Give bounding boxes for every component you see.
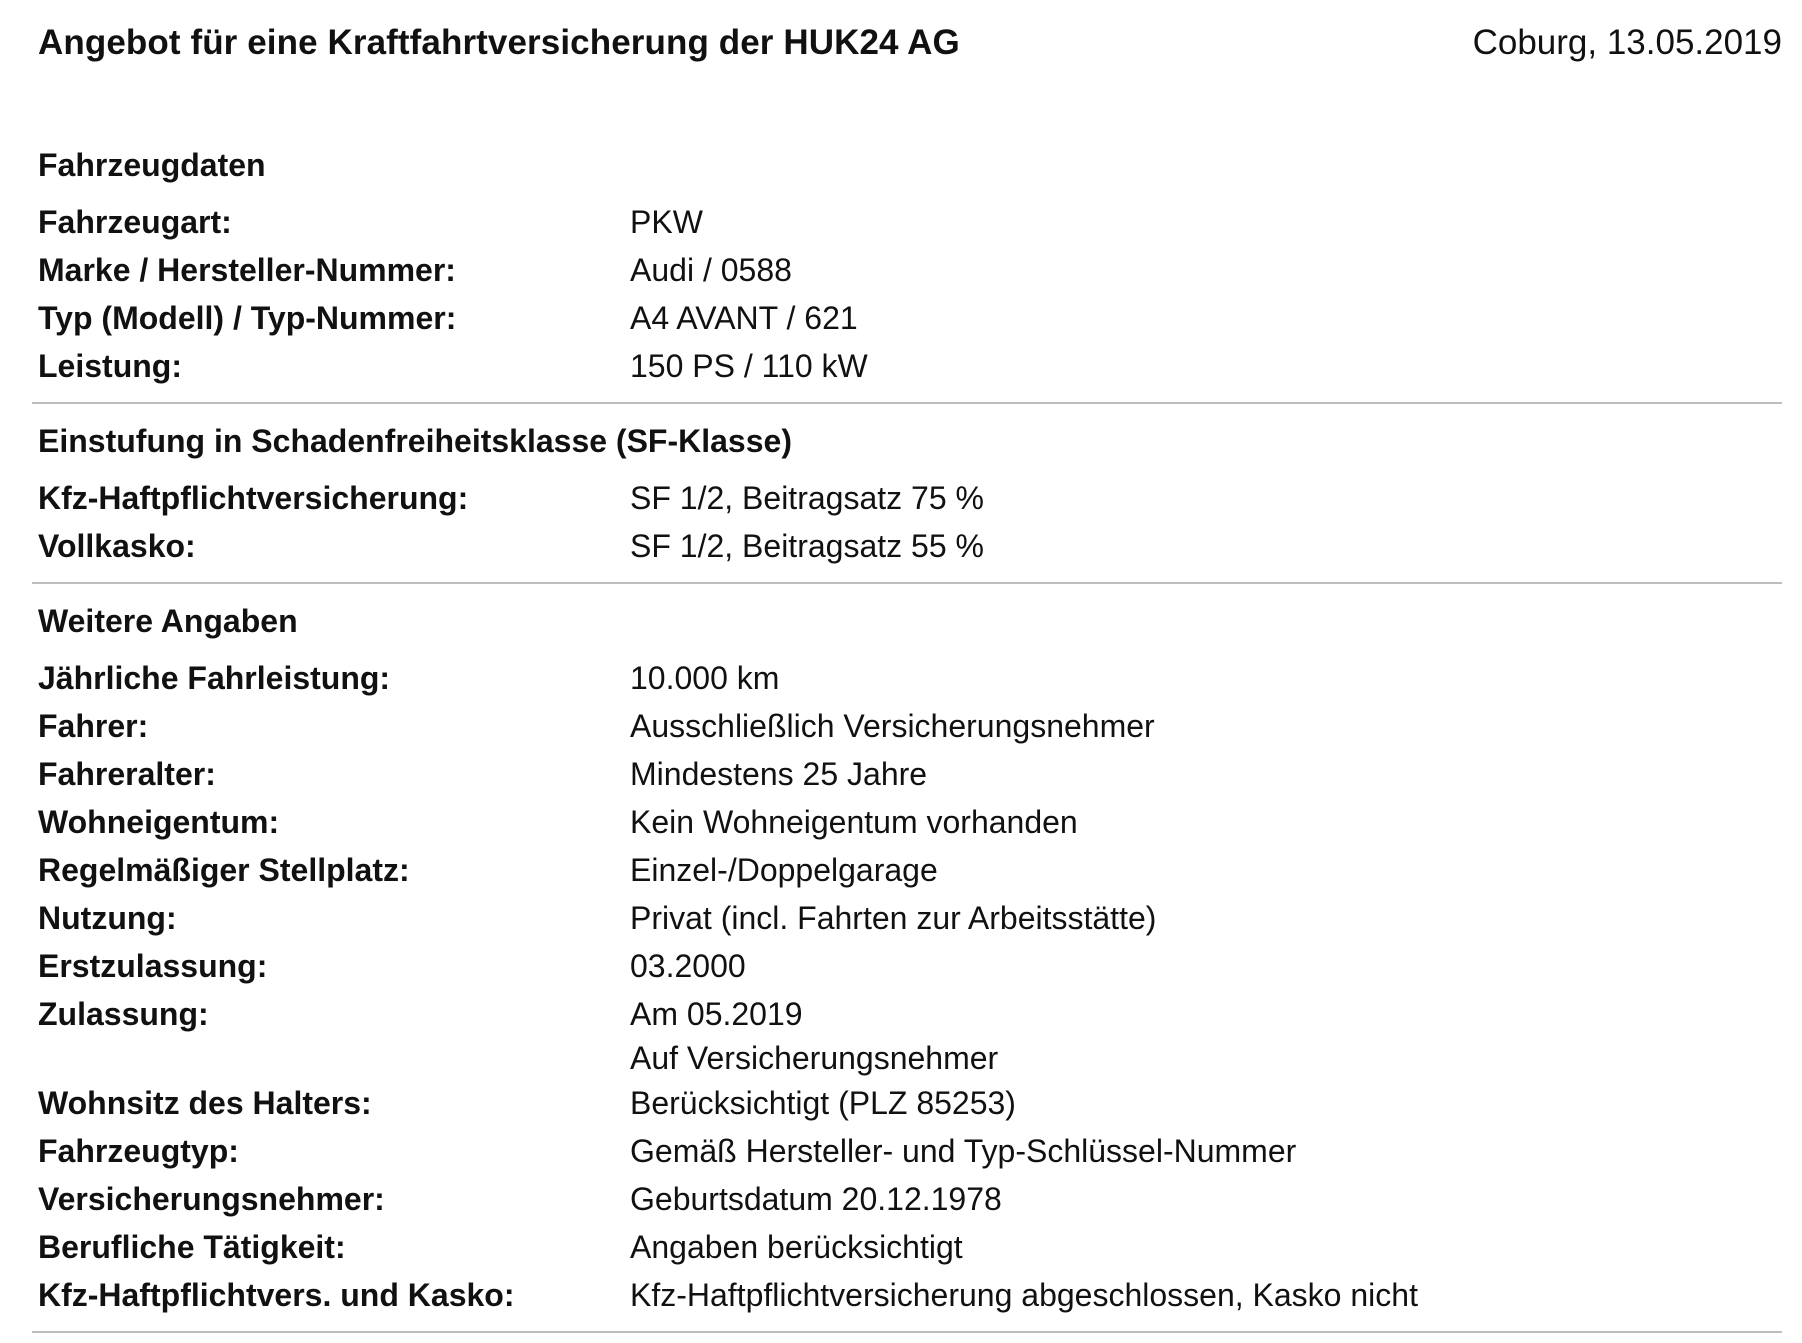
- row-value: [630, 990, 1782, 1079]
- data-row: [38, 702, 1782, 750]
- row-value: [630, 654, 1782, 702]
- row-value: [630, 474, 1782, 522]
- row-value-line: Mindestens 25 Jahre: [630, 756, 928, 792]
- data-row: [38, 750, 1782, 798]
- row-label: Fahrzeugtyp:: [38, 1133, 239, 1169]
- row-label: Typ (Modell) / Typ-Nummer:: [38, 300, 457, 336]
- row-value: [630, 294, 1782, 342]
- document-title: Angebot für eine Kraftfahrtversicherung der HUK24 AG: [38, 23, 960, 62]
- row-value-line: Audi / 0588: [630, 252, 792, 288]
- row-value-line: Ausschließlich Versicherungsnehmer: [630, 708, 1155, 744]
- data-row: [38, 1079, 1782, 1127]
- row-label: Jährliche Fahrleistung:: [38, 660, 391, 696]
- row-value: [630, 522, 1782, 570]
- row-value-line: Berücksichtigt (PLZ 85253): [630, 1085, 1016, 1121]
- row-label: Fahrzeugart:: [38, 204, 232, 240]
- row-label: Leistung:: [38, 348, 182, 384]
- row-value-line: Kfz-Haftpflichtversicherung abgeschlossen, Kasko nicht: [630, 1277, 1418, 1313]
- data-row: [38, 942, 1782, 990]
- row-value-line: Auf Versicherungsnehmer: [630, 1040, 999, 1076]
- row-label: Wohneigentum:: [38, 804, 280, 840]
- row-value: [630, 1271, 1782, 1319]
- row-value: [630, 1127, 1782, 1175]
- row-value-line: Einzel-/Doppelgarage: [630, 852, 938, 888]
- row-value: [630, 750, 1782, 798]
- section-title: Einstufung in Schadenfreiheitsklasse (SF-Klasse): [38, 423, 792, 459]
- row-value: [630, 1223, 1782, 1271]
- row-value: [630, 702, 1782, 750]
- row-label: Erstzulassung:: [38, 948, 268, 984]
- data-row: [38, 294, 1782, 342]
- row-label: Versicherungsnehmer:: [38, 1181, 385, 1217]
- row-value-line: Angaben berücksichtigt: [630, 1229, 963, 1265]
- data-row: [38, 1175, 1782, 1223]
- row-label: Regelmäßiger Stellplatz:: [38, 852, 410, 888]
- data-row: [38, 246, 1782, 294]
- row-label: Wohnsitz des Halters:: [38, 1085, 372, 1121]
- row-label: Zulassung:: [38, 996, 209, 1032]
- data-row: [38, 846, 1782, 894]
- row-value: [630, 798, 1782, 846]
- section: [32, 414, 1782, 584]
- row-value-line: A4 AVANT / 621: [630, 300, 858, 336]
- data-row: [38, 198, 1782, 246]
- row-value-line: Kein Wohneigentum vorhanden: [630, 804, 1078, 840]
- document-sections: [32, 138, 1782, 1343]
- row-value: [630, 342, 1782, 390]
- row-label: Fahrer:: [38, 708, 149, 744]
- row-value-line: 10.000 km: [630, 660, 780, 696]
- section: [32, 138, 1782, 404]
- row-value-line: SF 1/2, Beitragsatz 75 %: [630, 480, 984, 516]
- row-value: [630, 846, 1782, 894]
- section: [32, 594, 1782, 1333]
- data-row: [38, 894, 1782, 942]
- data-row: [38, 798, 1782, 846]
- row-value-line: 150 PS / 110 kW: [630, 348, 868, 384]
- row-value: [630, 894, 1782, 942]
- row-value-line: SF 1/2, Beitragsatz 55 %: [630, 528, 984, 564]
- row-value-line: Am 05.2019: [630, 996, 803, 1032]
- data-row: [38, 1271, 1782, 1319]
- data-row: [38, 1223, 1782, 1271]
- row-label: Marke / Hersteller-Nummer:: [38, 252, 456, 288]
- row-label: Vollkasko:: [38, 528, 196, 564]
- row-label: Berufliche Tätigkeit:: [38, 1229, 346, 1265]
- row-value: [630, 1079, 1782, 1127]
- document-header: [38, 18, 1782, 68]
- row-label: Kfz-Haftpflichtvers. und Kasko:: [38, 1277, 515, 1313]
- row-value-line: Gemäß Hersteller- und Typ-Schlüssel-Nummer: [630, 1133, 1297, 1169]
- data-row: [38, 474, 1782, 522]
- section-title: Weitere Angaben: [38, 603, 298, 639]
- document-date: Coburg, 13.05.2019: [1472, 23, 1782, 62]
- data-row: [38, 990, 1782, 1079]
- row-label: Nutzung:: [38, 900, 177, 936]
- data-row: [38, 1127, 1782, 1175]
- row-label: Kfz-Haftpflichtversicherung:: [38, 480, 469, 516]
- data-row: [38, 654, 1782, 702]
- row-value-line: Geburtsdatum 20.12.1978: [630, 1181, 1002, 1217]
- row-value-line: PKW: [630, 204, 703, 240]
- row-value-line: 03.2000: [630, 948, 746, 984]
- section-title: Fahrzeugdaten: [38, 147, 266, 183]
- data-row: [38, 522, 1782, 570]
- row-value-line: Privat (incl. Fahrten zur Arbeitsstätte): [630, 900, 1157, 936]
- row-value: [630, 1175, 1782, 1223]
- row-value: [630, 198, 1782, 246]
- data-row: [38, 342, 1782, 390]
- row-value: [630, 246, 1782, 294]
- row-label: Fahreralter:: [38, 756, 216, 792]
- row-value: [630, 942, 1782, 990]
